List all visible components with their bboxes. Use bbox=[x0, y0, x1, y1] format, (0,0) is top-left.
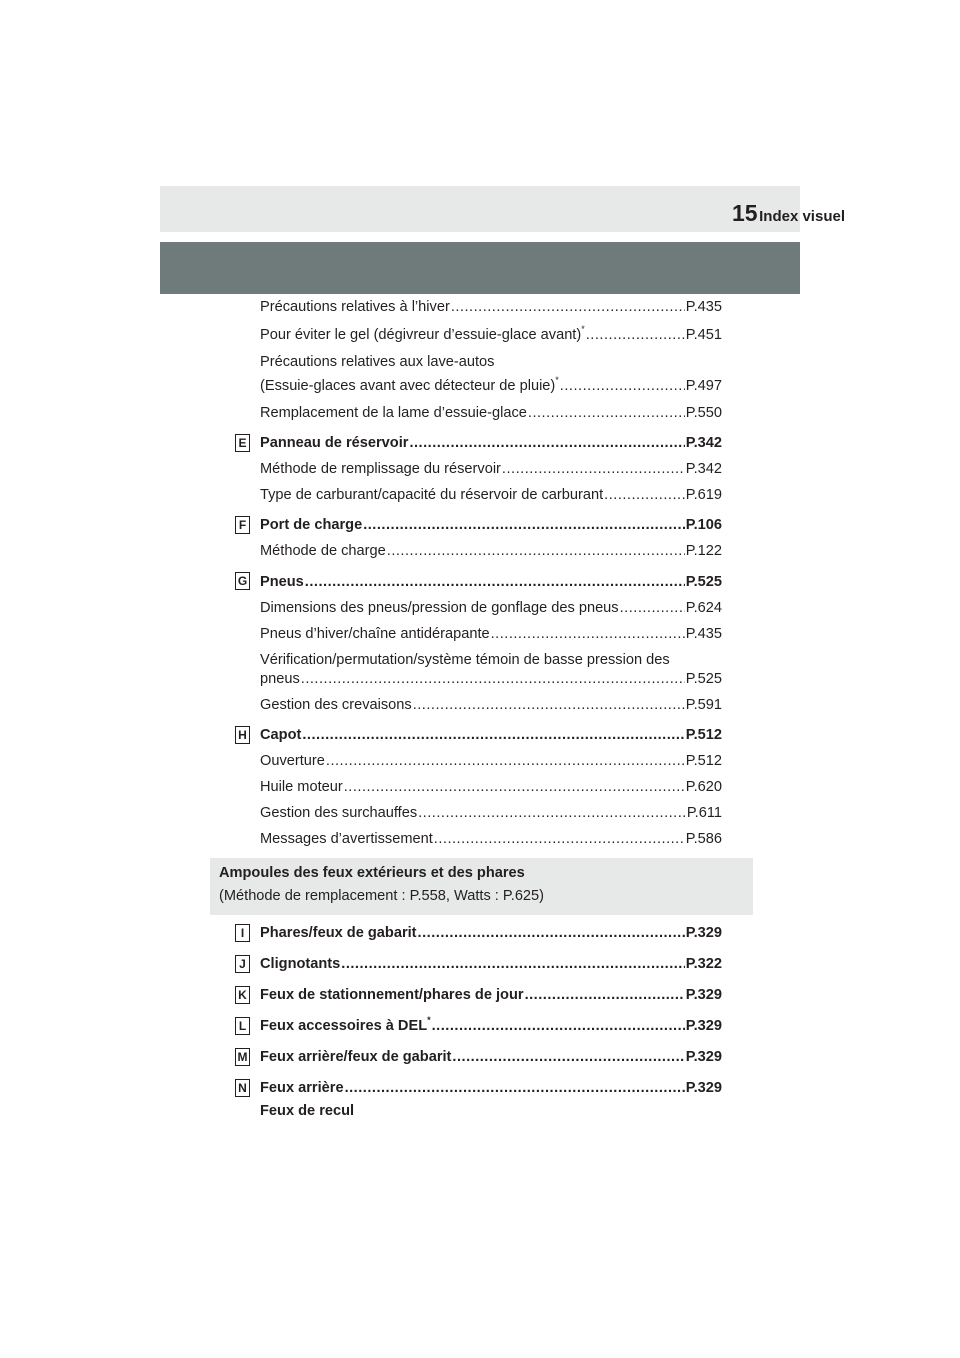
letter-badge: G bbox=[235, 572, 250, 590]
index-entry: Gestion des crevaisons ..... P.591 bbox=[260, 694, 722, 716]
index-entry: (Essuie-glaces avant avec détecteur de pluie)* ..... P.497 bbox=[260, 375, 722, 397]
header-bar bbox=[160, 186, 800, 232]
index-entry: Précautions relatives à l’hiver ..... P.435 bbox=[260, 296, 722, 318]
letter-badge: M bbox=[235, 1048, 250, 1066]
index-entry: Huile moteur ..... P.620 bbox=[260, 776, 722, 798]
page-number: 15 bbox=[732, 200, 758, 226]
index-entry: Ouverture ..... P.512 bbox=[260, 750, 722, 772]
header-band bbox=[160, 242, 800, 294]
index-entry: Méthode de remplissage du réservoir ..... P.342 bbox=[260, 458, 722, 480]
index-entry-heading: Pneus ..... P.525 bbox=[260, 571, 722, 593]
index-entry: Remplacement de la lame d’essuie-glace ..... P.550 bbox=[260, 402, 722, 424]
lamp-entry: Feux arrière ..... P.329 bbox=[260, 1077, 722, 1099]
lamp-entry: Feux de stationnement/phares de jour ..... P.329 bbox=[260, 984, 722, 1006]
lamp-entry-continuation: Feux de recul bbox=[260, 1103, 355, 1119]
lamp-entry: Feux accessoires à DEL* ..... P.329 bbox=[260, 1015, 722, 1037]
letter-badge: L bbox=[235, 1017, 250, 1035]
lamps-section-subtitle: (Méthode de remplacement : P.558, Watts : P.625) bbox=[219, 888, 545, 904]
index-entry-heading: Port de charge ..... P.106 bbox=[260, 514, 722, 536]
letter-badge: E bbox=[235, 434, 250, 452]
lamp-entry: Feux arrière/feux de gabarit ..... P.329 bbox=[260, 1046, 722, 1068]
lamp-entry: Clignotants ..... P.322 bbox=[260, 953, 722, 975]
index-entry-line: Précautions relatives aux lave-autos bbox=[260, 354, 495, 370]
lamps-section-title: Ampoules des feux extérieurs et des phares bbox=[219, 865, 525, 881]
index-entry: Pneus d’hiver/chaîne antidérapante ..... P.435 bbox=[260, 623, 722, 645]
index-entry: Messages d’avertissement ..... P.586 bbox=[260, 828, 722, 850]
index-entry: pneus ..... P.525 bbox=[260, 668, 722, 690]
index-entry: Pour éviter le gel (dégivreur d’essuie-glace avant)* ..... P.451 bbox=[260, 324, 722, 346]
letter-badge: J bbox=[235, 955, 250, 973]
index-entry-heading: Panneau de réservoir ..... P.342 bbox=[260, 432, 722, 454]
lamp-entry: Phares/feux de gabarit ..... P.329 bbox=[260, 922, 722, 944]
index-entry: Gestion des surchauffes ..... P.611 bbox=[260, 802, 722, 824]
index-entry: Type de carburant/capacité du réservoir de carburant ..... P.619 bbox=[260, 484, 722, 506]
index-entry-line: Vérification/permutation/système témoin de basse pression des bbox=[260, 652, 670, 668]
index-entry: Méthode de charge ..... P.122 bbox=[260, 540, 722, 562]
letter-badge: H bbox=[235, 726, 250, 744]
section-title: Index visuel bbox=[759, 208, 845, 225]
letter-badge: I bbox=[235, 924, 250, 942]
index-entry: Dimensions des pneus/pression de gonflage des pneus ..... P.624 bbox=[260, 597, 722, 619]
letter-badge: N bbox=[235, 1079, 250, 1097]
index-entry-heading: Capot ..... P.512 bbox=[260, 724, 722, 746]
letter-badge: F bbox=[235, 516, 250, 534]
letter-badge: K bbox=[235, 986, 250, 1004]
